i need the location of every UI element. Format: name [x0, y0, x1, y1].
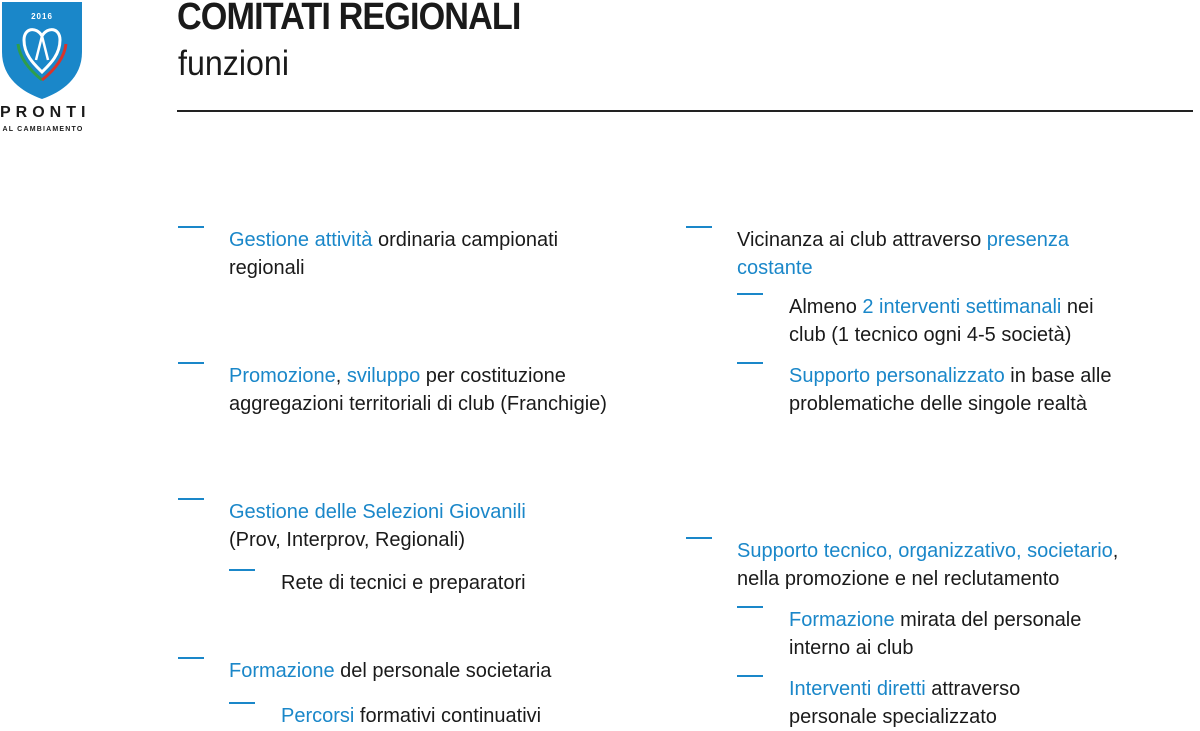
- right-subitem-formazione-mirata: Formazione mirata del personale interno ai club: [789, 606, 1081, 662]
- bullet-dash: [737, 293, 763, 295]
- bullet-dash: [178, 498, 204, 500]
- bullet-dash: [737, 675, 763, 677]
- right-item-supporto-tecnico: Supporto tecnico, organizzativo, societario, nella promozione e nel reclutamento: [737, 537, 1118, 593]
- left-item-gestione-attivita: Gestione attività ordinaria campionati regionali: [229, 226, 558, 282]
- bullet-dash: [686, 226, 712, 228]
- left-subitem-rete-tecnici: Rete di tecnici e preparatori: [281, 569, 526, 597]
- bullet-dash: [737, 606, 763, 608]
- left-item-formazione: Formazione del personale societaria: [229, 657, 551, 685]
- bullet-dash: [737, 362, 763, 364]
- logo: [0, 0, 90, 140]
- logo-year: 2016: [31, 12, 53, 21]
- bullet-dash: [178, 362, 204, 364]
- left-subitem-percorsi: Percorsi formativi continuativi: [281, 702, 541, 730]
- right-subitem-interventi-settimanali: Almeno 2 interventi settimanali nei club (1 tecnico ogni 4-5 società): [789, 293, 1094, 349]
- logo-text: PRONTI: [0, 104, 91, 121]
- bullet-dash: [178, 657, 204, 659]
- left-item-selezioni-giovanili: Gestione delle Selezioni Giovanili (Prov, Interprov, Regionali): [229, 498, 526, 554]
- bullet-dash: [686, 537, 712, 539]
- left-item-promozione: Promozione, sviluppo per costituzione aggregazioni territoriali di club (Franchigie): [229, 362, 607, 418]
- bullet-dash: [229, 702, 255, 704]
- logo-subtext: AL CAMBIAMENTO: [2, 126, 84, 133]
- page-subtitle: funzioni: [178, 44, 289, 83]
- right-subitem-interventi-diretti: Interventi diretti attraverso personale specializzato: [789, 675, 1020, 731]
- page-title: COMITATI REGIONALI: [177, 0, 521, 38]
- bullet-dash: [229, 569, 255, 571]
- right-item-vicinanza: Vicinanza ai club attraverso presenza costante: [737, 226, 1069, 282]
- header-divider: [177, 110, 1193, 112]
- right-subitem-supporto-personalizzato: Supporto personalizzato in base alle problematiche delle singole realtà: [789, 362, 1111, 418]
- bullet-dash: [178, 226, 204, 228]
